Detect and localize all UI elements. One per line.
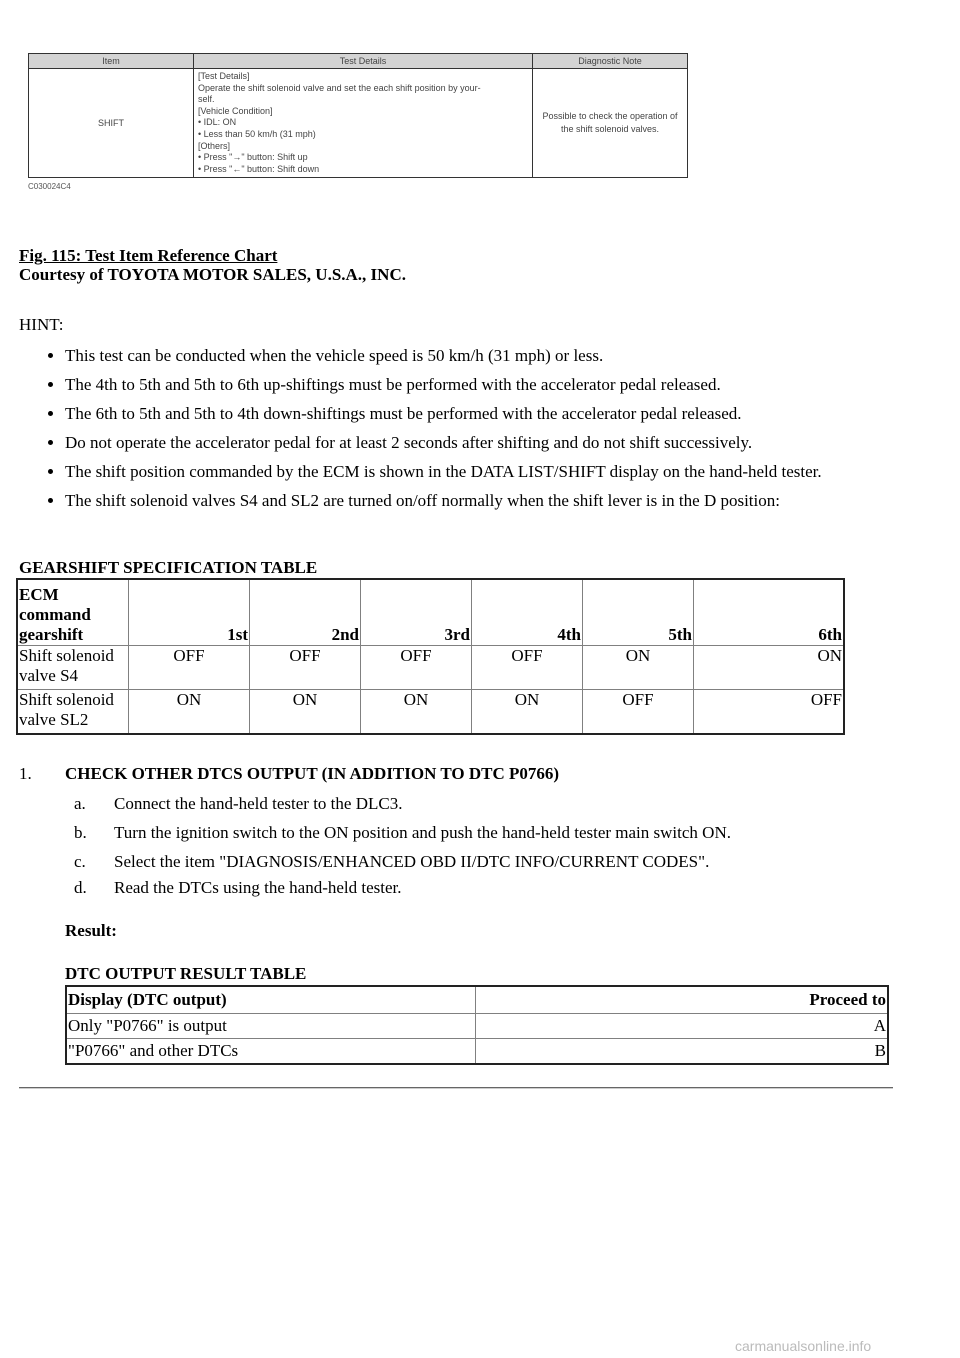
table-cell: ON — [361, 690, 472, 735]
figure-note-line: the shift solenoid valves. — [560, 124, 660, 135]
figure-details-cell — [194, 69, 533, 178]
substep-text: Connect the hand-held tester to the DLC3. — [114, 794, 403, 813]
table-cell: ON — [472, 690, 583, 735]
figure-detail-line: • IDL: ON — [198, 117, 237, 128]
substep-text: Read the DTCs using the hand-held tester. — [114, 878, 402, 897]
figure-header-note: Diagnostic Note — [533, 54, 688, 69]
test-item-figure — [28, 53, 690, 191]
gearshift-table — [16, 578, 845, 735]
table-cell: ON — [250, 690, 361, 735]
gearshift-table-title: GEARSHIFT SPECIFICATION TABLE — [19, 558, 318, 577]
table-cell: Shift solenoid valve SL2 — [17, 690, 129, 735]
figure-header-details: Test Details — [194, 54, 533, 69]
table-cell: OFF — [472, 646, 583, 690]
table-cell: B — [476, 1039, 889, 1065]
figure-caption-title: Fig. 115: Test Item Reference Chart — [19, 246, 278, 265]
table-row — [17, 690, 844, 735]
figure-code: C030024C4 — [28, 182, 71, 192]
hint-item: • The shift position commanded by the ECM is shown in the DATA LIST/SHIFT display on the hand-held tester. — [65, 461, 945, 482]
substep-label: b. — [74, 823, 87, 842]
substep-label: a. — [74, 794, 86, 813]
gearshift-header-ecm: ECM command gearshift — [17, 579, 129, 646]
hint-item: • Do not operate the accelerator pedal for at least 2 seconds after shifting and do not shift successively. — [65, 432, 945, 453]
test-item-chart — [28, 53, 688, 178]
hint-item: • The shift solenoid valves S4 and SL2 are turned on/off normally when the shift lever is in the D position: — [65, 490, 945, 511]
figure-item-cell: SHIFT — [29, 69, 194, 178]
hint-label: HINT: — [19, 315, 64, 334]
figure-note-line: Possible to check the operation of — [542, 111, 678, 122]
figure-detail-line: [Others] — [198, 140, 231, 151]
table-cell: OFF — [129, 646, 250, 690]
figure-detail-line: self. — [198, 94, 215, 105]
step-number: 1. — [19, 764, 32, 783]
figure-detail-line: Operate the shift solenoid valve and set the each shift position by your- — [198, 82, 481, 93]
figure-detail-line: [Test Details] — [198, 71, 250, 81]
hint-item: • This test can be conducted when the vehicle speed is 50 km/h (31 mph) or less. — [65, 345, 945, 366]
substep-label: c. — [74, 852, 86, 871]
table-cell: "P0766" and other DTCs — [66, 1039, 476, 1065]
substep-text: Select the item "DIAGNOSIS/ENHANCED OBD II/DTC INFO/CURRENT CODES". — [114, 852, 710, 871]
table-cell: A — [476, 1014, 889, 1039]
dtc-header-display: Display (DTC output) — [66, 986, 476, 1014]
gearshift-header-1st: 1st — [129, 579, 250, 646]
table-cell: ON — [694, 646, 845, 690]
result-label: Result: — [65, 921, 117, 940]
table-row — [66, 1039, 888, 1065]
watermark: carmanualsonline.info — [735, 1338, 872, 1354]
table-row — [66, 1014, 888, 1039]
figure-caption — [19, 246, 406, 284]
hint-item: • The 4th to 5th and 5th to 6th up-shiftings must be performed with the accelerator pedal released. — [65, 374, 945, 395]
substep-text: Turn the ignition switch to the ON position and push the hand-held tester main switch ON. — [114, 823, 731, 842]
figure-detail-line: • Press "←" button: Shift down — [198, 163, 320, 174]
table-row — [17, 646, 844, 690]
table-cell: Shift solenoid valve S4 — [17, 646, 129, 690]
figure-detail-line: [Vehicle Condition] — [198, 105, 273, 116]
gearshift-header-2nd: 2nd — [250, 579, 361, 646]
figure-note-cell — [533, 69, 688, 178]
page-divider — [19, 1087, 893, 1089]
table-header-row — [17, 579, 844, 646]
table-cell: OFF — [250, 646, 361, 690]
dtc-table-title: DTC OUTPUT RESULT TABLE — [65, 964, 307, 983]
table-cell: Only "P0766" is output — [66, 1014, 476, 1039]
figure-detail-line: • Less than 50 km/h (31 mph) — [198, 128, 316, 139]
substep-label: d. — [74, 878, 87, 897]
gearshift-header-5th: 5th — [583, 579, 694, 646]
gearshift-header-6th: 6th — [694, 579, 845, 646]
table-header-row — [66, 986, 888, 1014]
gearshift-header-4th: 4th — [472, 579, 583, 646]
hint-item: • The 6th to 5th and 5th to 4th down-shiftings must be performed with the accelerator pedal released. — [65, 403, 945, 424]
table-cell: ON — [129, 690, 250, 735]
figure-detail-line: • Press "→" button: Shift up — [198, 152, 308, 163]
step-title: CHECK OTHER DTCS OUTPUT (IN ADDITION TO DTC P0766) — [65, 764, 560, 783]
table-cell: ON — [583, 646, 694, 690]
figure-courtesy: Courtesy of TOYOTA MOTOR SALES, U.S.A., INC. — [19, 265, 406, 284]
dtc-table — [65, 985, 889, 1065]
figure-header-item: Item — [29, 54, 194, 69]
gearshift-header-3rd: 3rd — [361, 579, 472, 646]
dtc-header-proceed: Proceed to — [476, 986, 889, 1014]
hint-list — [19, 345, 945, 519]
table-cell: OFF — [694, 690, 845, 735]
table-cell: OFF — [361, 646, 472, 690]
table-cell: OFF — [583, 690, 694, 735]
